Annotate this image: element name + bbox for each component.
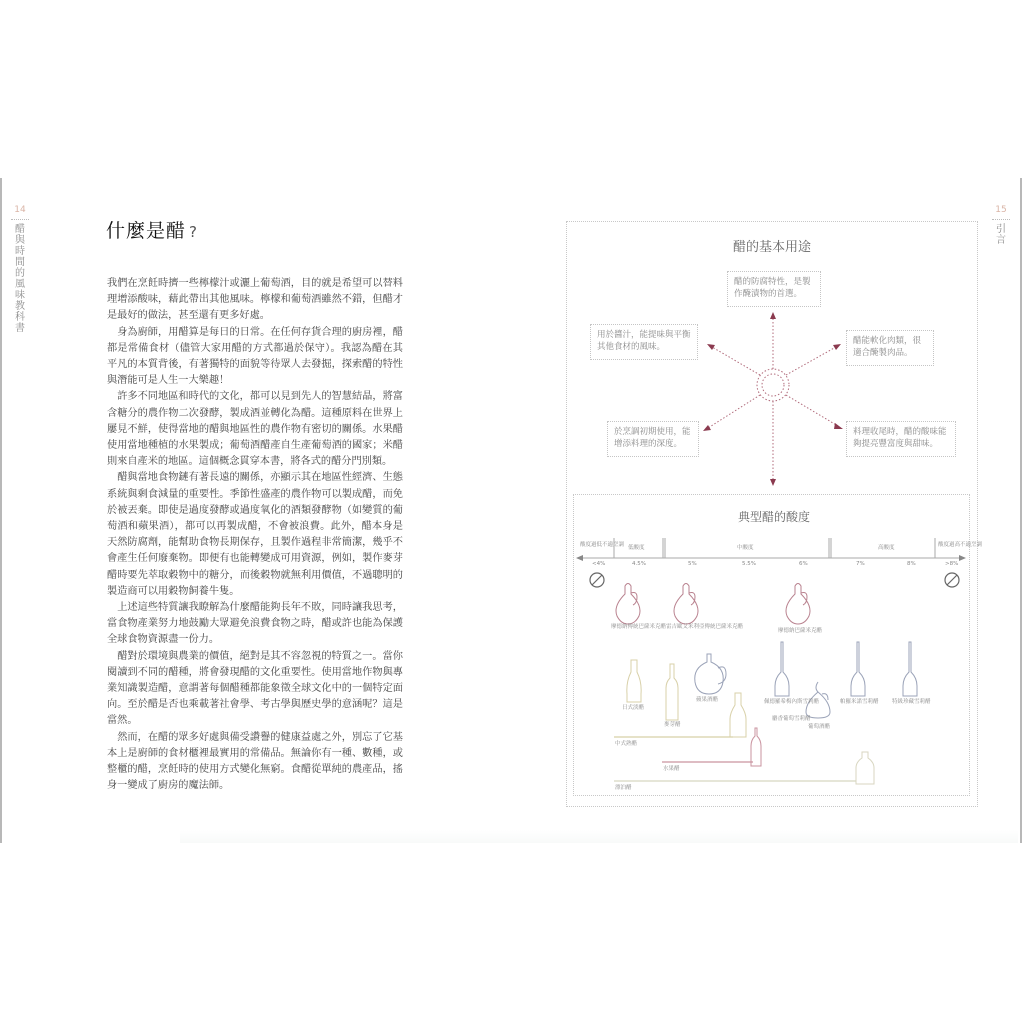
vinegar-label: 蘋果酒醋 [696, 697, 719, 703]
use-note-finish: 料理收尾時，醋的酸味能夠提亮豐富度與甜味。 [846, 421, 956, 457]
paragraph: 我們在烹飪時擠一些檸檬汁或灑上葡萄酒，目的就是希望可以替料理增添酸味，藉此帶出其他風味。檸檬和葡萄酒雖然不錯，但醋才是最好的做法，甚至還有更多好處。 [107, 278, 403, 322]
acidity-title: 典型醋的酸度 [738, 510, 811, 524]
band-low: 低酸度 [628, 545, 645, 551]
bottle-icon-modena-balsamic [786, 584, 810, 625]
tick-label: 5% [688, 561, 697, 567]
bottle-icon-reggio-emilia [674, 584, 698, 625]
tick-label: 4.5% [632, 561, 646, 567]
band-high: 高酸度 [878, 545, 895, 551]
paragraph: 醋與當地食物鏈有著長遠的關係，亦顯示其在地區性經濟、生態系統與剩食減量的重要性。季節性盛產的農作物可以製成醋，而免於被丟棄。即使是過度發酵或過度氧化的酒類發酵物（如變質的葡萄酒和蘋果酒），都可以再製成醋，不會被浪費。此外，醋本身是天然防腐劑，能幫助食物長期保存，且製作過程非常簡潔，幾乎不會產生任何廢棄物。即便有也能轉變成可用資源，例如，製作麥芽醋時要先萃取穀物中的糖分，而後穀物就無利用價值，不過聰明的製造商可以用穀物飼養牛隻。 [107, 472, 403, 597]
bottle-icon-cider [695, 654, 726, 694]
bottle-icon-spirit [856, 752, 874, 784]
vinegar-label: 摩德納巴薩米克醋 [778, 628, 823, 634]
bottle-icon-fruit [751, 728, 761, 766]
bottle-icon-modena-traditional [616, 584, 640, 625]
page-number-left: 14 [14, 205, 26, 215]
bottle-icon-chinese-black [730, 693, 746, 737]
page-number-right: 15 [995, 205, 1007, 215]
axis-arrow-left [576, 555, 583, 561]
title-question-mark: ? [189, 223, 198, 241]
paragraph: 醋對於環境與農業的價值，絕對是其不容忽視的特質之一。當你閱讀到不同的醋種，將會發現醋的文化重要性。使用當地作物與專業知識製造醋，意謂著每個醋種都能象徵全球文化中的一個特定面向。至於醋是否也乘載著社會學、考古學與歷史學的意涵呢？這是當然。 [107, 650, 403, 727]
bottle-icon-px-sherry [775, 642, 789, 696]
use-note-early: 於烹調初期使用，能增添料理的深度。 [607, 421, 699, 457]
uses-title: 醋的基本用途 [733, 240, 812, 255]
bottle-icon-japanese-rice [627, 660, 641, 702]
title-text: 什麼是醋 [106, 220, 187, 242]
vinegar-label: 日式淡醋 [622, 705, 645, 711]
no-cook-icon-low [590, 573, 604, 587]
no-cook-icon-high [945, 573, 959, 587]
use-note-preserve: 醋的防腐特性，是製作醃漬物的首選。 [727, 271, 821, 307]
vinegar-label: 帕羅米諾雪莉醋 [840, 699, 879, 705]
tick-label: <4% [592, 561, 606, 567]
bottle-icon-malt [666, 664, 678, 720]
range-label: 中式熟醋 [615, 741, 638, 747]
tick-label: 5.5% [742, 561, 756, 567]
tick-label: >8% [945, 561, 959, 567]
running-head-left: 醋與時間的風味教科書 [15, 224, 25, 334]
vinegar-label: 雷吉歐艾米利亞傳統巴薩米克醋 [666, 624, 744, 630]
vinegar-label: 摩德納傳統巴薩米克醋 [611, 624, 667, 630]
use-note-sauce: 用於醬汁，能提味與平衡其他食材的風味。 [590, 324, 698, 360]
paragraph: 許多不同地區和時代的文化，都可以見到先人的智慧結晶，將富含糖分的農作物二次發酵，製成酒並轉化為醋。這種原料在世界上屢見不鮮，使得當地的醋與地區性的農作物有密切的關係。水果醋使用當地種植的水果製成；葡萄酒醋產自生產葡萄酒的國家；米醋則來自產米的地區。這個概念貫穿本書，將各式的醋分門別類。 [107, 391, 403, 468]
bottle-icon-palomino-sherry [851, 642, 865, 696]
range-label: 漂泊醋 [615, 785, 632, 791]
tick-label: 7% [856, 561, 865, 567]
vinegar-label: 特級珍藏雪莉醋 [892, 699, 931, 705]
vinegar-label: 佩德羅希梅內斯雪莉醋 [764, 699, 820, 705]
running-head-right: 引言 [996, 224, 1006, 246]
paragraph: 然而，在醋的眾多好處與備受讚譽的健康益處之外，別忘了它基本上是廚師的食材櫃裡最實用的常備品。無論你有一種、數種，或整櫃的醋，烹飪時的使用方式變化無窮。食醋從單純的農產品，搖身一變成了廚房的魔法師。 [107, 731, 403, 792]
tick-label: 8% [907, 561, 916, 567]
tick-label: 6% [799, 561, 808, 567]
axis-arrow-right [959, 555, 966, 561]
use-note-tenderize: 醋能軟化肉類，很適合醃製肉品。 [846, 330, 934, 366]
paragraph: 身為廚師，用醋算是每日的日常。在任何存貨合理的廚房裡，醋都是常備食材（儘管大家用醋的方式都過於保守）。我認為醋在其平凡的本質背後，有著獨特的面貌等待眾人去發掘，探索醋的特性與潛能可是人生一大樂趣！ [107, 326, 403, 387]
band-too-high: 酸度過高不適烹調 [938, 542, 983, 548]
band-too-low: 酸度過低不適烹調 [580, 542, 625, 548]
vinegar-label: 葡萄酒醋 [808, 724, 831, 730]
vinegar-label: 麝香葡萄雪莉醋 [772, 716, 811, 722]
band-medium: 中酸度 [737, 545, 754, 551]
range-label: 水果醋 [663, 766, 680, 772]
paragraph: 上述這些特質讓我瞭解為什麼醋能夠長年不敗，同時讓我思考，當食物產業努力地鼓勵大眾避免浪費食物之時，醋或許也能為保護全球食物資源盡一份力。 [107, 602, 403, 646]
vinegar-label: 麥芽醋 [664, 722, 681, 728]
bottle-icon-reserva-sherry [903, 642, 917, 696]
